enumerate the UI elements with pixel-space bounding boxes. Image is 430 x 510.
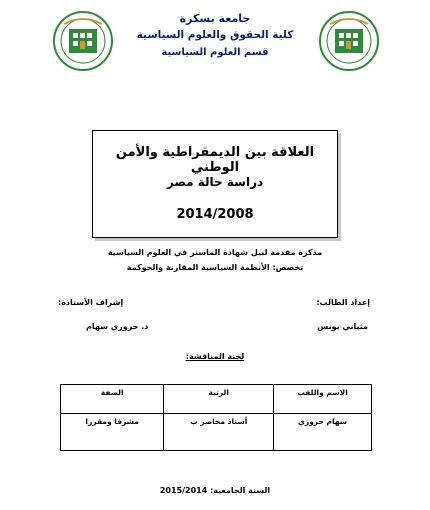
university-name: جامعة بسكرة [179,12,251,25]
committee-table [60,384,372,451]
thesis-title: العلاقة بين الديمقراطية والأمن الوطني [115,145,315,175]
university-seal-icon [52,10,114,72]
university-seal-icon [318,10,380,72]
student-name: مثياني يونس [317,322,368,331]
thesis-note [70,245,360,275]
committee-title: لجنة المناقشة: [185,352,245,361]
column-header-role: الصفة [61,385,164,414]
supervision-label: إشراف الأستاذة: [58,298,124,307]
title-box [92,130,338,238]
table-row [61,414,372,451]
degree-line: مذكرة مقدمة لنيل شهادة الماستر في العلوم السياسية [107,248,323,257]
supervisor-name: د. حروري سهام [86,322,149,331]
prepared-by-label: إعداد الطالب: [316,298,370,307]
member-name-cell: سهام حروري [274,414,372,451]
specialization-line: تخصص: الأنظمة السياسية المقارنة والحوكمة [126,263,304,272]
thesis-subtitle: دراسة حالة مصر [166,175,264,189]
member-role-cell: مشرفا ومقررا [61,414,164,451]
table-header-row [61,385,372,414]
institution-header [130,10,300,61]
faculty-name: كلية الحقوق والعلوم السياسية [136,29,294,41]
column-header-name: الاسم واللقب [274,385,372,414]
academic-year: السنة الجامعية: 2015/2014 [159,486,271,495]
member-rank-cell: أستاذ محاضر ب [164,414,274,451]
column-header-rank: الرتبة [164,385,274,414]
department-name: قسم العلوم السياسية [161,47,269,58]
thesis-years: 2014/2008 [176,207,254,222]
